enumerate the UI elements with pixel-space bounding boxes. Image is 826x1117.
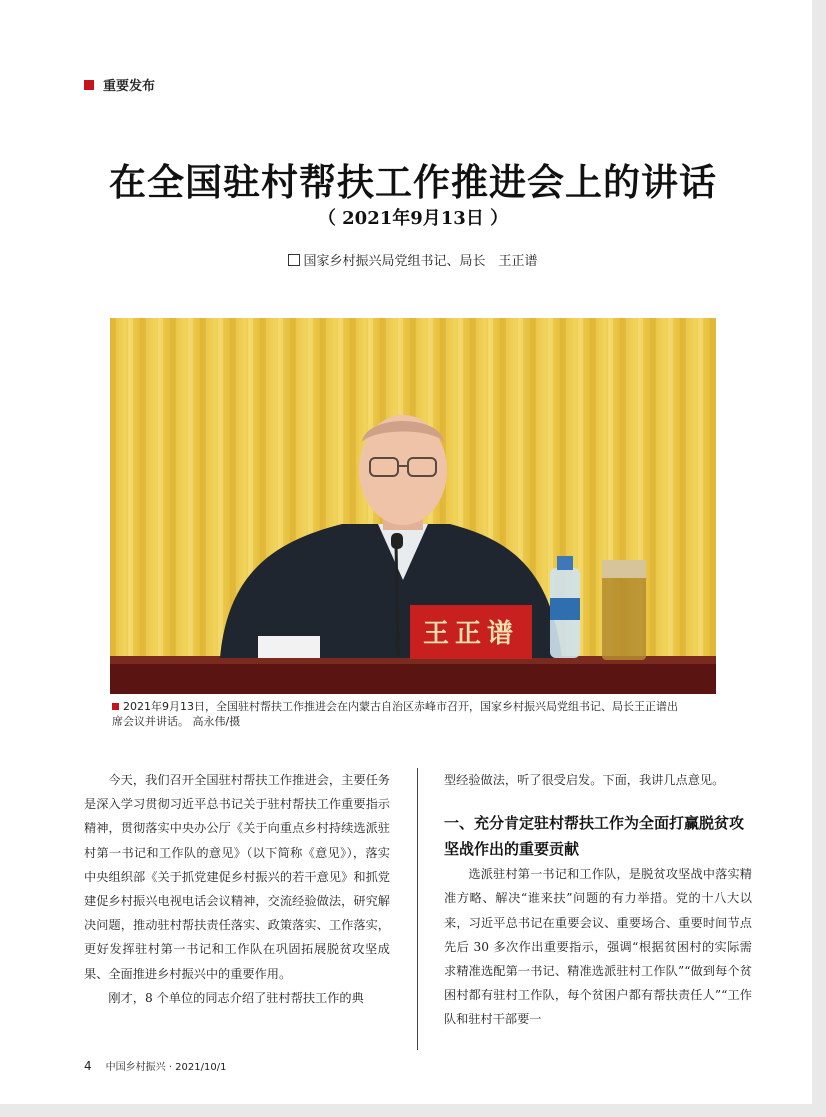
paragraph: 今天，我们召开全国驻村帮扶工作推进会，主要任务是深入学习贯彻习近平总书记关于驻村帮扶工作重要指示精神，贯彻落实中央办公厅《关于向重点乡村持续选派驻村第一书记和工作队的意见》（以下简称《意见》），落实中央组织部《关于抓党建促乡村振兴的若干意见》和抓党建促乡村振兴电视电话会议精神，交流经验做法，研究解决问题，推动驻村帮扶责任落实、政策落实、工作落实，更好发挥驻村第一书记和工作队在巩固拓展脱贫攻坚成果、全面推进乡村振兴中的重要作用。 [84, 773, 390, 981]
journal-name: 中国乡村振兴 · 2021/10/1 [105, 1062, 227, 1073]
nameplate-text: 王正谱 [422, 619, 520, 649]
section-label: 重要发布 [103, 79, 156, 94]
column-divider [417, 768, 418, 1050]
speaker-photo [110, 318, 716, 694]
paragraph: 刚才，8 个单位的同志介绍了驻村帮扶工作的典 [108, 990, 364, 1005]
red-square-icon [112, 703, 119, 710]
article-author [0, 250, 826, 269]
article-title: 在全国驻村帮扶工作推进会上的讲话 [109, 161, 717, 204]
author-text: 国家乡村振兴局党组书记、局长 王正谱 [303, 254, 538, 269]
article-date: （ 2021年9月13日 ） [317, 208, 509, 229]
photo-caption [112, 699, 712, 729]
caption-line-1: 2021年9月13日，全国驻村帮扶工作推进会在内蒙古自治区赤峰市召开，国家乡村振兴局党组书记、局长王正谱出 [123, 700, 678, 713]
paper-notes [258, 636, 320, 658]
page-number: 4 [84, 1059, 92, 1073]
section-tag [84, 75, 155, 94]
paragraph: 型经验做法，听了很受启发。下面，我讲几点意见。 [444, 773, 725, 787]
left-column [84, 768, 390, 1010]
square-outline-icon [288, 254, 300, 266]
red-square-icon [84, 80, 94, 90]
paragraph: 选派驻村第一书记和工作队，是脱贫攻坚战中落实精准方略、解决“谁来扶”问题的有力举措。党的十八大以来，习近平总书记在重要会议、重要场合、重要时间节点先后 30 多次作出重要指示，强调“根据贫困村的实际需求精准选配第一书记、精准选派驻村工作队”“做到每个贫困村都有驻村工作队，每个贫困户都有帮扶责任人”“工作队和驻村干部要一 [444, 867, 752, 1027]
microphone-stand [396, 542, 398, 656]
section-heading: 一、充分肯定驻村帮扶工作为全面打赢脱贫攻坚战作出的重要贡献 [444, 814, 745, 859]
page-footer [84, 1058, 226, 1073]
caption-line-2: 席会议并讲话。 高永伟/摄 [112, 715, 241, 728]
photo-illustration [110, 318, 716, 694]
right-column [444, 768, 752, 1032]
podium-table [110, 660, 716, 694]
microphone-icon [391, 533, 403, 549]
